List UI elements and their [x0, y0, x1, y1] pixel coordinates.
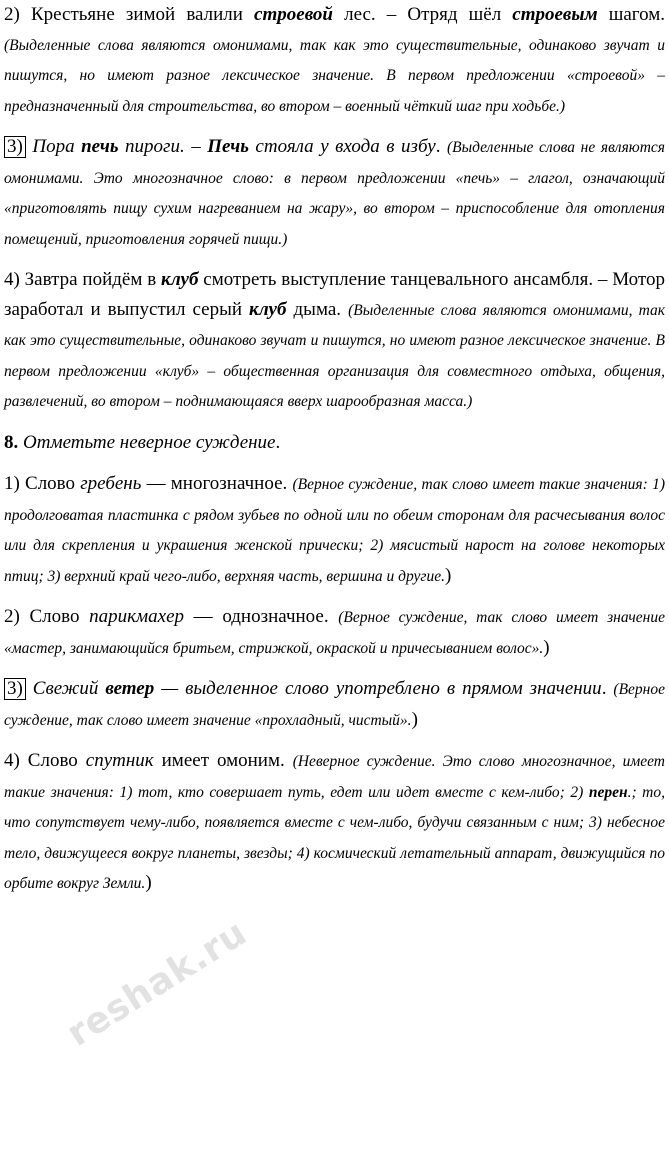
answer-4-word: спутник: [85, 750, 154, 771]
item-3-text-3: стояла у входа в избу: [248, 136, 436, 157]
answer-3-dot: .: [601, 678, 614, 699]
item-2-explanation: (Выделенные слова являются омонимами, так как это существительные, одинаково звучат и пишутся, но имеют разное лексическое значение. В первом предложении «строевой» – предназначенный для строительства, во втором – военный чёткий шаг при ходьбе.): [4, 36, 665, 115]
answer-3: [4, 674, 665, 735]
item-3-boxed-number: 3): [4, 136, 26, 158]
answer-2-close: ): [543, 636, 550, 658]
answer-1-pre: 1) Слово: [4, 473, 81, 494]
item-4-bold-1: клуб: [161, 269, 199, 290]
answer-3-close: ): [411, 708, 418, 730]
answer-1-word: гребень: [80, 473, 142, 494]
item-3-bold-1: печь: [81, 136, 119, 157]
answer-2-post: — однозначное.: [184, 606, 339, 627]
answer-3-text-2: — выделенное слово употреблено в прямом значении: [154, 678, 602, 699]
question-8-dot: .: [275, 431, 281, 453]
question-8-number: 8.: [4, 431, 19, 453]
item-4-explanation: (Выделенные слова являются омонимами, так как это существительные, одинаково звучат и пишутся, но имеют разное лексическое значение. В первом предложении «клуб» – общественная организация для совместного отдыха, общения, развлечений, во втором – поднимающаяся вверх шарообразная масса.): [4, 301, 665, 410]
item-3-text-4: .: [435, 136, 447, 157]
answer-4-close: ): [145, 872, 152, 893]
item-2-text-2: лес. – Отряд шёл: [333, 4, 513, 25]
question-8-heading: [4, 428, 665, 458]
answer-1-post: — многозначное.: [141, 473, 293, 494]
item-4-bold-2: клуб: [249, 298, 287, 320]
answer-3-bold: ветер: [105, 678, 155, 699]
item-2-text-1: Крестьяне зимой валили: [30, 4, 255, 25]
item-4-number: 4): [4, 269, 20, 290]
answer-3-boxed-number: 3): [4, 678, 26, 700]
item-2: [4, 0, 665, 121]
answer-4: [4, 746, 665, 899]
answer-2-pre: 2) Слово: [4, 606, 90, 627]
answer-1: [4, 469, 665, 591]
document-page: [4, 0, 665, 910]
item-2-bold-1: строевой: [254, 4, 333, 25]
watermark: reshak.ru: [60, 912, 255, 1055]
answer-2-word: парикмахер: [89, 606, 185, 627]
answer-4-post: имеет омоним.: [153, 750, 293, 771]
item-2-text-3: шагом.: [597, 4, 666, 25]
answer-4-peren: перен: [588, 783, 628, 801]
item-4: [4, 265, 665, 417]
answer-2: [4, 602, 665, 663]
item-3-text-1: Пора: [25, 136, 82, 157]
item-3: [4, 132, 665, 254]
item-4-text-3: дыма.: [286, 298, 349, 320]
item-3-bold-2: Печь: [207, 136, 249, 157]
answer-3-text-1: Свежий: [25, 678, 106, 699]
item-4-text-1: Завтра пойдём в: [19, 269, 162, 290]
item-3-text-2: пироги. –: [118, 136, 208, 157]
item-2-bold-2: строевым: [512, 4, 598, 25]
item-3-explanation: (Выделенные слова не являются омонимами. Это многозначное слово: в первом предложении «печь» – глагол, означающий «приготовлять пищу сухим нагреванием на жару», во втором – приспособление для отопления помещений, приготовления горячей пищи.): [4, 139, 665, 248]
item-2-number: 2): [4, 4, 20, 25]
answer-4-pre: 4) Слово: [4, 750, 86, 771]
answer-1-close: ): [444, 564, 452, 586]
answer-3-explanation: (Верное суждение, так слово имеет значение «прохладный, чистый».: [4, 681, 666, 729]
answer-2-explanation: (Верное суждение, так слово имеет значение «мастер, занимающийся бритьем, стрижкой, окраской и причесыванием волос».: [4, 609, 665, 657]
answer-1-explanation: (Верное суждение, так слово имеет такие значения: 1) продолговатая пластинка с рядом зубьев по одной или по обеим сторонам для расчесывания волос или для скрепления и украшения женской прически; 2) мясистый нарост на голове некоторых птиц; 3) верхний край чего-либо, верхняя часть, вершина и другие.: [4, 476, 665, 585]
answer-4-explanation-2: .; то, что сопутствует чему-либо, появляется вместе с чем-либо, будучи связанным с ним; 3) небесное тело, движущееся вокруг планеты, звезды; 4) космический летательный аппарат, движущийся по орбите вокруг Земли.: [4, 783, 665, 892]
item-4-text-2: смотреть выступление танцевального ансамбля. – Мотор заработал и выпустил серый: [4, 269, 665, 320]
answer-4-explanation-1: (Неверное суждение. Это слово многозначное, имеет такие значения: 1) тот, кто совершает путь, едет или идет вместе с кем-либо; 2): [4, 753, 665, 801]
question-8-text: Отметьте неверное суждение: [18, 431, 276, 453]
